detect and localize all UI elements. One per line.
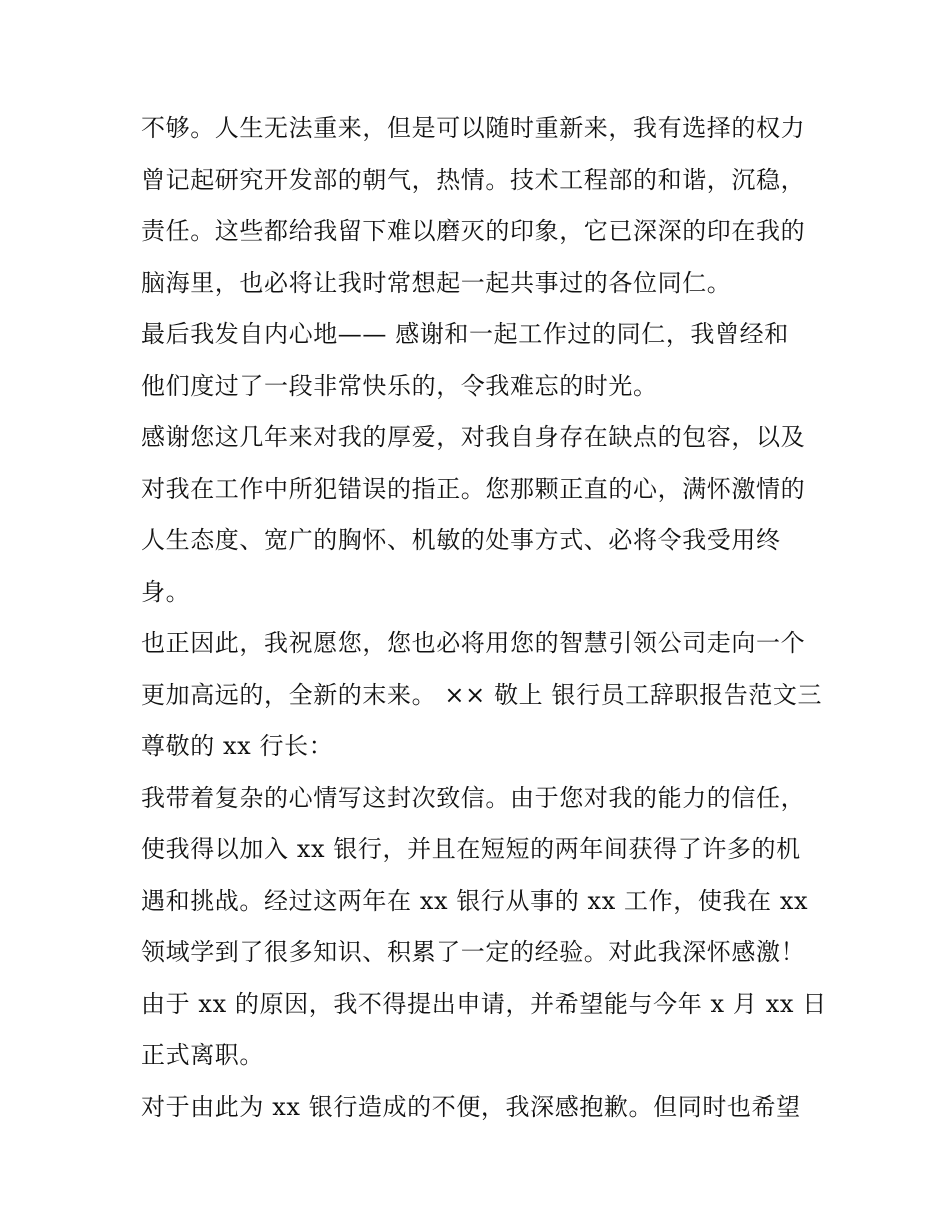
text-line: 领域学到了很多知识、积累了一定的经验。对此我深怀感激！ — [141, 938, 806, 966]
text-line: 更加高远的，全新的末来。 ×× 敬上 银行员工辞职报告范文三 — [141, 680, 823, 709]
text-line: 遇和挑战。经过这两年在 xx 银行从事的 xx 工作，使我在 xx — [141, 886, 809, 915]
text-line: 曾记起研究开发部的朝气，热情。技术工程部的和谐，沉稳， — [141, 165, 806, 194]
text-line: 我带着复杂的心情写这封次致信。由于您对我的能力的信任， — [141, 783, 806, 812]
text-line: 最后我发自内心地—— 感谢和一起工作过的同仁，我曾经和 — [141, 320, 789, 348]
text-line: 也正因此，我祝愿您，您也必将用您的智慧引领公司走向一个 — [141, 629, 806, 657]
text-line: 脑海里，也必将让我时常想起一起共事过的各位同仁。 — [141, 268, 732, 297]
text-line: 责任。这些都给我留下难以磨灭的印象，它已深深的印在我的 — [141, 217, 806, 245]
text-line: 人生态度、宽广的胸怀、机敏的处事方式、必将令我受用终 — [141, 526, 781, 554]
text-line: 他们度过了一段非常快乐的，令我难忘的时光。 — [141, 371, 658, 400]
text-line: 身。 — [141, 577, 191, 606]
text-line: 感谢您这几年来对我的厚爱，对我自身存在缺点的包容，以及 — [141, 423, 806, 451]
text-line: 不够。人生无法重来，但是可以随时重新来，我有选择的权力 — [141, 114, 806, 142]
text-line: 尊敬的 xx 行长： — [141, 732, 334, 760]
text-line: 对于由此为 xx 银行造成的不便，我深感抱歉。但同时也希望 — [141, 1092, 801, 1121]
text-line: 正式离职。 — [141, 1041, 264, 1069]
text-line: 由于 xx 的原因，我不得提出申请，并希望能与今年 x 月 xx 日 — [141, 989, 827, 1018]
document-body — [141, 103, 827, 1133]
text-line: 对我在工作中所犯错误的指正。您那颗正直的心，满怀激情的 — [141, 474, 806, 503]
text-line: 使我得以加入 xx 银行，并且在短短的两年间获得了许多的机 — [141, 835, 801, 863]
